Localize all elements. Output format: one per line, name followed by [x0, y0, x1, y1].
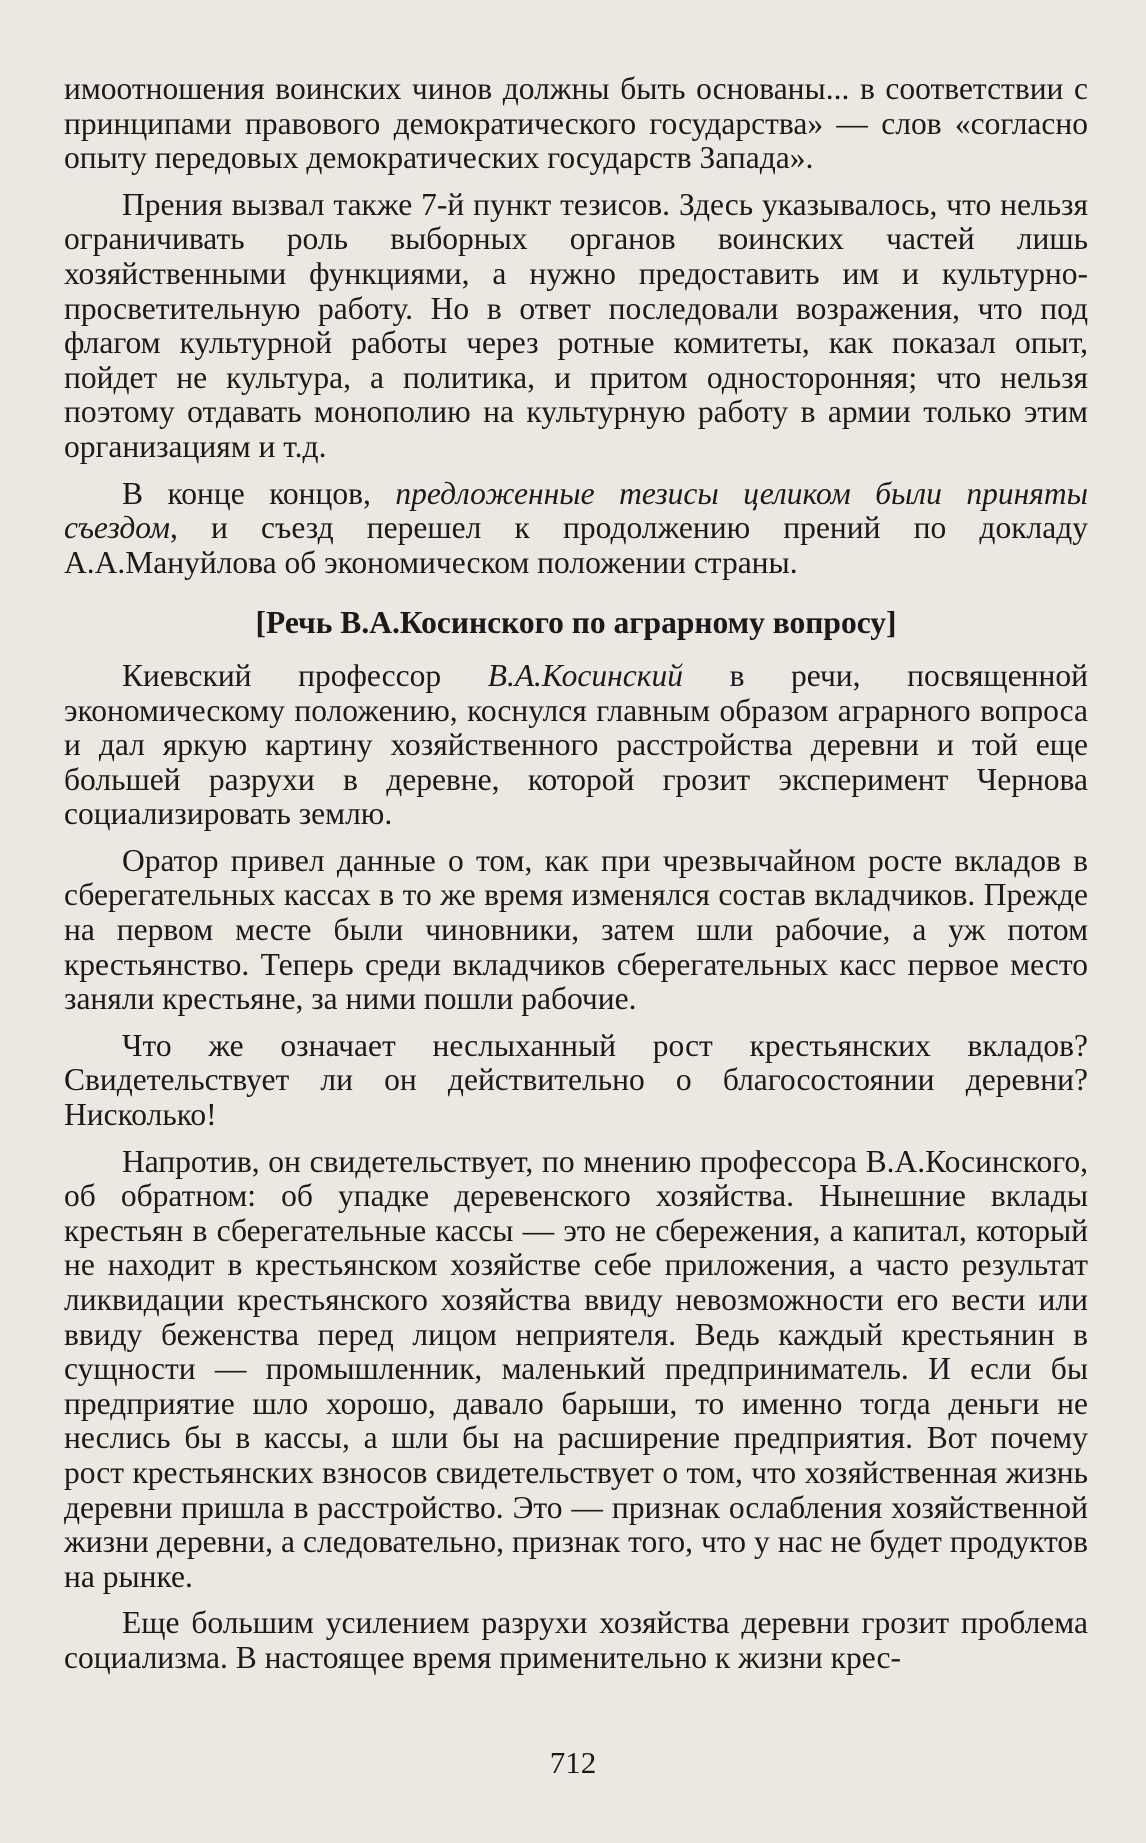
paragraph-6: Что же означает неслыханный рост крестьянских вкладов? Свидетельствует ли он действительно о благосостоянии деревни? Нисколько!: [64, 1027, 1088, 1133]
paragraph-4-start: Киевский профессор: [122, 657, 488, 693]
paragraph-4-end: в речи, посвященной экономическому положению, коснулся главным образом аграрного вопроса и дал яркую картину хозяйственного расстройства деревни и той еще большей разрухи в деревне, которой грозит эксперимент Чернова социализировать землю.: [64, 657, 1088, 832]
paragraph-3-start: В конце концов,: [122, 475, 396, 511]
paragraph-3-italic: предложенные тезисы целиком были приняты съездом: [64, 475, 1088, 546]
paragraph-7: Напротив, он свидетельствует, по мнению профессора В.А.Косинского, об обратном: об упадке деревенского хозяйства. Нынешние вклады крестьян в сберегательные кассы — это не сбережения, а капитал, который не находит в крестьянском хозяйстве себе приложения, а часто результат ликвидации крестьянского хозяйства ввиду невозможности его вести или ввиду беженства перед лицом неприятеля. Ведь каждый крестьянин в сущности — промышленник, маленький предприниматель. И если бы предприятие шло хорошо, давало барыши, то именно тогда деньги не неслись бы в кассы, а шли бы на расширение предприятия. Вот почему рост крестьянских взносов свидетельствует о том, что хозяйственная жизнь деревни пришла в расстройство. Это — признак ослабления хозяйственной жизни деревни, а следовательно, признак того, что у нас не будет продуктов на рынке.: [64, 1143, 1088, 1594]
paragraph-4-italic: В.А.Косинский: [487, 657, 683, 693]
paragraph-2: Прения вызвал также 7-й пункт тезисов. Здесь указывалось, что нельзя ограничивать роль выборных органов воинских частей лишь хозяйственными функциями, а нужно предоставить им и культурно-просветительную работу. Но в ответ последовали возражения, что под флагом культурной работы через ротные комитеты, как показал опыт, пойдет не культура, а политика, и притом односторонняя; что нельзя поэтому отдавать монополию на культурную работу в армии только этим организациям и т.д.: [64, 186, 1088, 464]
section-heading: [Речь В.А.Косинского по аграрному вопросу]: [255, 605, 897, 641]
paragraph-5: Оратор привел данные о том, как при чрезвычайном росте вкладов в сберегательных кассах в то же время изменялся состав вкладчиков. Прежде на первом месте были чиновники, затем шли рабочие, а уж потом крестьянство. Теперь среди вкладчиков сберегательных касс первое место заняли крестьяне, за ними пошли рабочие.: [64, 842, 1088, 1017]
paragraph-3: [64, 477, 1088, 581]
page-text: [64, 72, 1088, 1688]
paragraph-1: имоотношения воинских чинов должны быть основаны... в соответствии с принципами правового демократического государства» — слов «согласно опыту передовых демократических государств Запада».: [64, 71, 1088, 176]
page-number: 712: [549, 1745, 597, 1780]
paragraph-4: [64, 659, 1088, 832]
paragraph-3-end: , и съезд перешел к продолжению прений по докладу А.А.Мануйлова об экономическом положении страны.: [64, 510, 1088, 580]
paragraph-8: Еще большим усилением разрухи хозяйства деревни грозит проблема социализма. В настоящее время применительно к жизни крес-: [64, 1605, 1088, 1675]
